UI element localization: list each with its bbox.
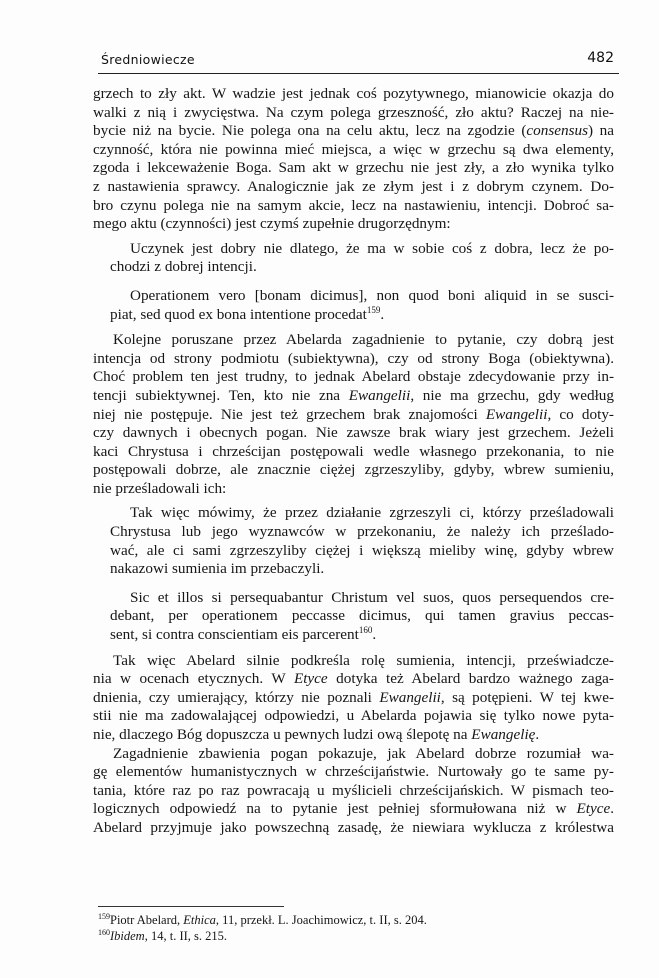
quote-line: Operationem vero [bonam dicimus], non quod boni aliquid in se susci- xyxy=(130,286,614,304)
italic-term: Ewangelii xyxy=(379,688,441,706)
block-quote-latin xyxy=(110,589,614,645)
text-line: z nastawienia sprawcy. Analogicznie jak ze złym jest i z dobrym czynem. Do- xyxy=(93,177,614,195)
quote-line: nakazowi sumienia im przebaczyli. xyxy=(110,560,325,578)
italic-term: Ewangelii xyxy=(485,405,548,423)
text-line: mego aktu (czynności) jest czymś zupełnie drugorzędnym: xyxy=(93,215,451,233)
text-line: czy dawnych i obecnych pogan. Nie zawsze brak wiary jest grzechem. Jeżeli xyxy=(93,424,614,442)
text-line: stii nie ma zadowalającej odpowiedzi, u Abelarda pojawia się tylko nowe pyta- xyxy=(93,707,614,725)
quote-line: piat, sed quod ex bona intentione procedat$^{159}$. xyxy=(110,304,385,323)
body-text xyxy=(93,85,614,838)
text-line: Zagadnienie zbawienia pogan pokazuje, jak Abelard dobrze rozumiał wa- xyxy=(113,744,614,762)
quote-line: Chrystusa lub jego wyznawców w przekonaniu, że należy ich prześlado- xyxy=(110,523,614,541)
paragraph-2 xyxy=(93,331,614,498)
text-line: walki z nią i zwycięstwa. Na czym polega grzeszność, zło aktu? Raczej na nie- xyxy=(93,103,614,121)
footnote: $^{159}$Piotr Abelard, Ethica, 11, przekł. L. Joachimowicz, t. II, s. 204. xyxy=(98,912,427,927)
quote-line: Sic et illos si persequabantur Christum vel suos, quos persequendos cre- xyxy=(130,588,614,606)
text-line: bycie niż na bycie. Nie polega ona na celu aktu, lecz na zgodzie (consensus) na xyxy=(93,122,614,140)
footnote-number: 160 xyxy=(98,928,110,937)
footnote-ref: 160 xyxy=(358,625,373,636)
text-line: logicznych odpowiedź na to pytanie jest pełniej sformułowana niż w Etyce. xyxy=(93,800,614,818)
block-quote-polish xyxy=(110,240,614,277)
text-line: nie prześladowali ich: xyxy=(93,479,227,497)
block-quote-latin xyxy=(110,287,614,324)
footnote-number: 159 xyxy=(98,912,110,921)
quote-line: wać, ale ci sami zgrzeszyliby ciężej i większą mieliby winę, gdyby wbrew xyxy=(110,541,614,559)
text-line: bro czynu polega nie na samym akcie, lecz na nastawieniu, intencji. Dobroć sa- xyxy=(93,196,614,214)
text-line: tania, które raz po raz powracają u myślicieli chrześcijańskich. W pismach teo- xyxy=(93,781,614,799)
footnotes xyxy=(98,912,598,944)
text-line: zgoda i lekceważenie Boga. Sam akt w grzechu nie jest zły, a zło wynika tylko xyxy=(93,159,614,177)
footnote-rule xyxy=(98,906,284,907)
italic-term: Ewangelię xyxy=(471,726,536,743)
quote-line: Tak więc mówimy, że przez działanie zgrzeszyli ci, którzy prześladowali xyxy=(130,504,614,522)
text-line: Choć problem ten jest trudny, to jednak Abelard obstaje zdecydowanie przy in- xyxy=(93,368,614,386)
text-line: postępowali dobrze, ale znacznie ciężej zgrzeszyliby, gdyby, wbrew sumieniu, xyxy=(93,461,614,479)
italic-term: consensus xyxy=(526,122,588,140)
text-line: czynność, która nie powinna mieć miejsca, a więc w grzechu są dwa elementy, xyxy=(93,140,614,158)
text-line: nie, dlaczego Bóg dopuszcza u pewnych ludzi ową ślepotę na Ewangelię. xyxy=(93,726,540,743)
running-title: Średniowiecze xyxy=(101,52,195,67)
text-line: Abelard przyjmuje jako powszechną zasadę, że niewiara wyklucza z królestwa xyxy=(93,818,614,836)
italic-term: Etyce xyxy=(576,800,611,818)
italic-term: Ewangelii xyxy=(348,386,411,404)
quote-line: Uczynek jest dobry nie dlatego, że ma w sobie coś z dobra, lecz że po- xyxy=(130,239,614,257)
italic-term: Etyce xyxy=(293,670,328,688)
footnote-ref: 159 xyxy=(366,304,381,315)
paragraph-1 xyxy=(93,85,614,234)
quote-line: debant, per operationem peccasse dicimus, qui tamen gravius peccas- xyxy=(110,607,614,625)
text-line: gę elementów humanistycznych w chrześcijaństwie. Nurtowały go te same py- xyxy=(93,763,614,781)
block-quote-polish xyxy=(110,504,614,578)
text-line: intencja od strony podmiotu (subiektywna), czy od strony Boga (obiektywna). xyxy=(93,349,614,367)
header-rule xyxy=(98,73,619,74)
quote-line: sent, si contra conscientiam eis parcerent$^{160}$. xyxy=(110,625,377,644)
text-line: tencji subiektywnej. Ten, kto nie zna Ewangelii, nie ma grzechu, gdy według xyxy=(93,386,614,404)
paragraph-3 xyxy=(93,652,614,745)
text-line: dnienia, czy umierający, którzy nie poznali Ewangelii, są potępieni. W tej kwe- xyxy=(93,688,614,706)
text-line: Tak więc Abelard silnie podkreśla rolę sumienia, intencji, przeświadcze- xyxy=(113,651,614,669)
text-line: Kolejne poruszane przez Abelarda zagadnienie to pytanie, czy dobrą jest xyxy=(113,331,614,349)
text-line: grzech to zły akt. W wadzie jest jednak coś pozytywnego, mianowicie okazja do xyxy=(93,85,614,102)
page-number: 482 xyxy=(587,50,614,66)
text-line: nia w ocenach etycznych. W Etyce dotyka też Abelard bardzo ważnego zaga- xyxy=(93,670,614,688)
text-line: kaci Chrystusa i chrześcijan postępowali wedle własnego przekonania, to nie xyxy=(93,442,614,460)
footnote: $^{160}$Ibidem, 14, t. II, s. 215. xyxy=(98,928,228,943)
paragraph-4 xyxy=(93,745,614,838)
text-line: niej nie postępuje. Nie jest też grzechem brak znajomości Ewangelii, co doty- xyxy=(93,405,614,423)
quote-line: chodzi z dobrej intencji. xyxy=(110,258,257,276)
